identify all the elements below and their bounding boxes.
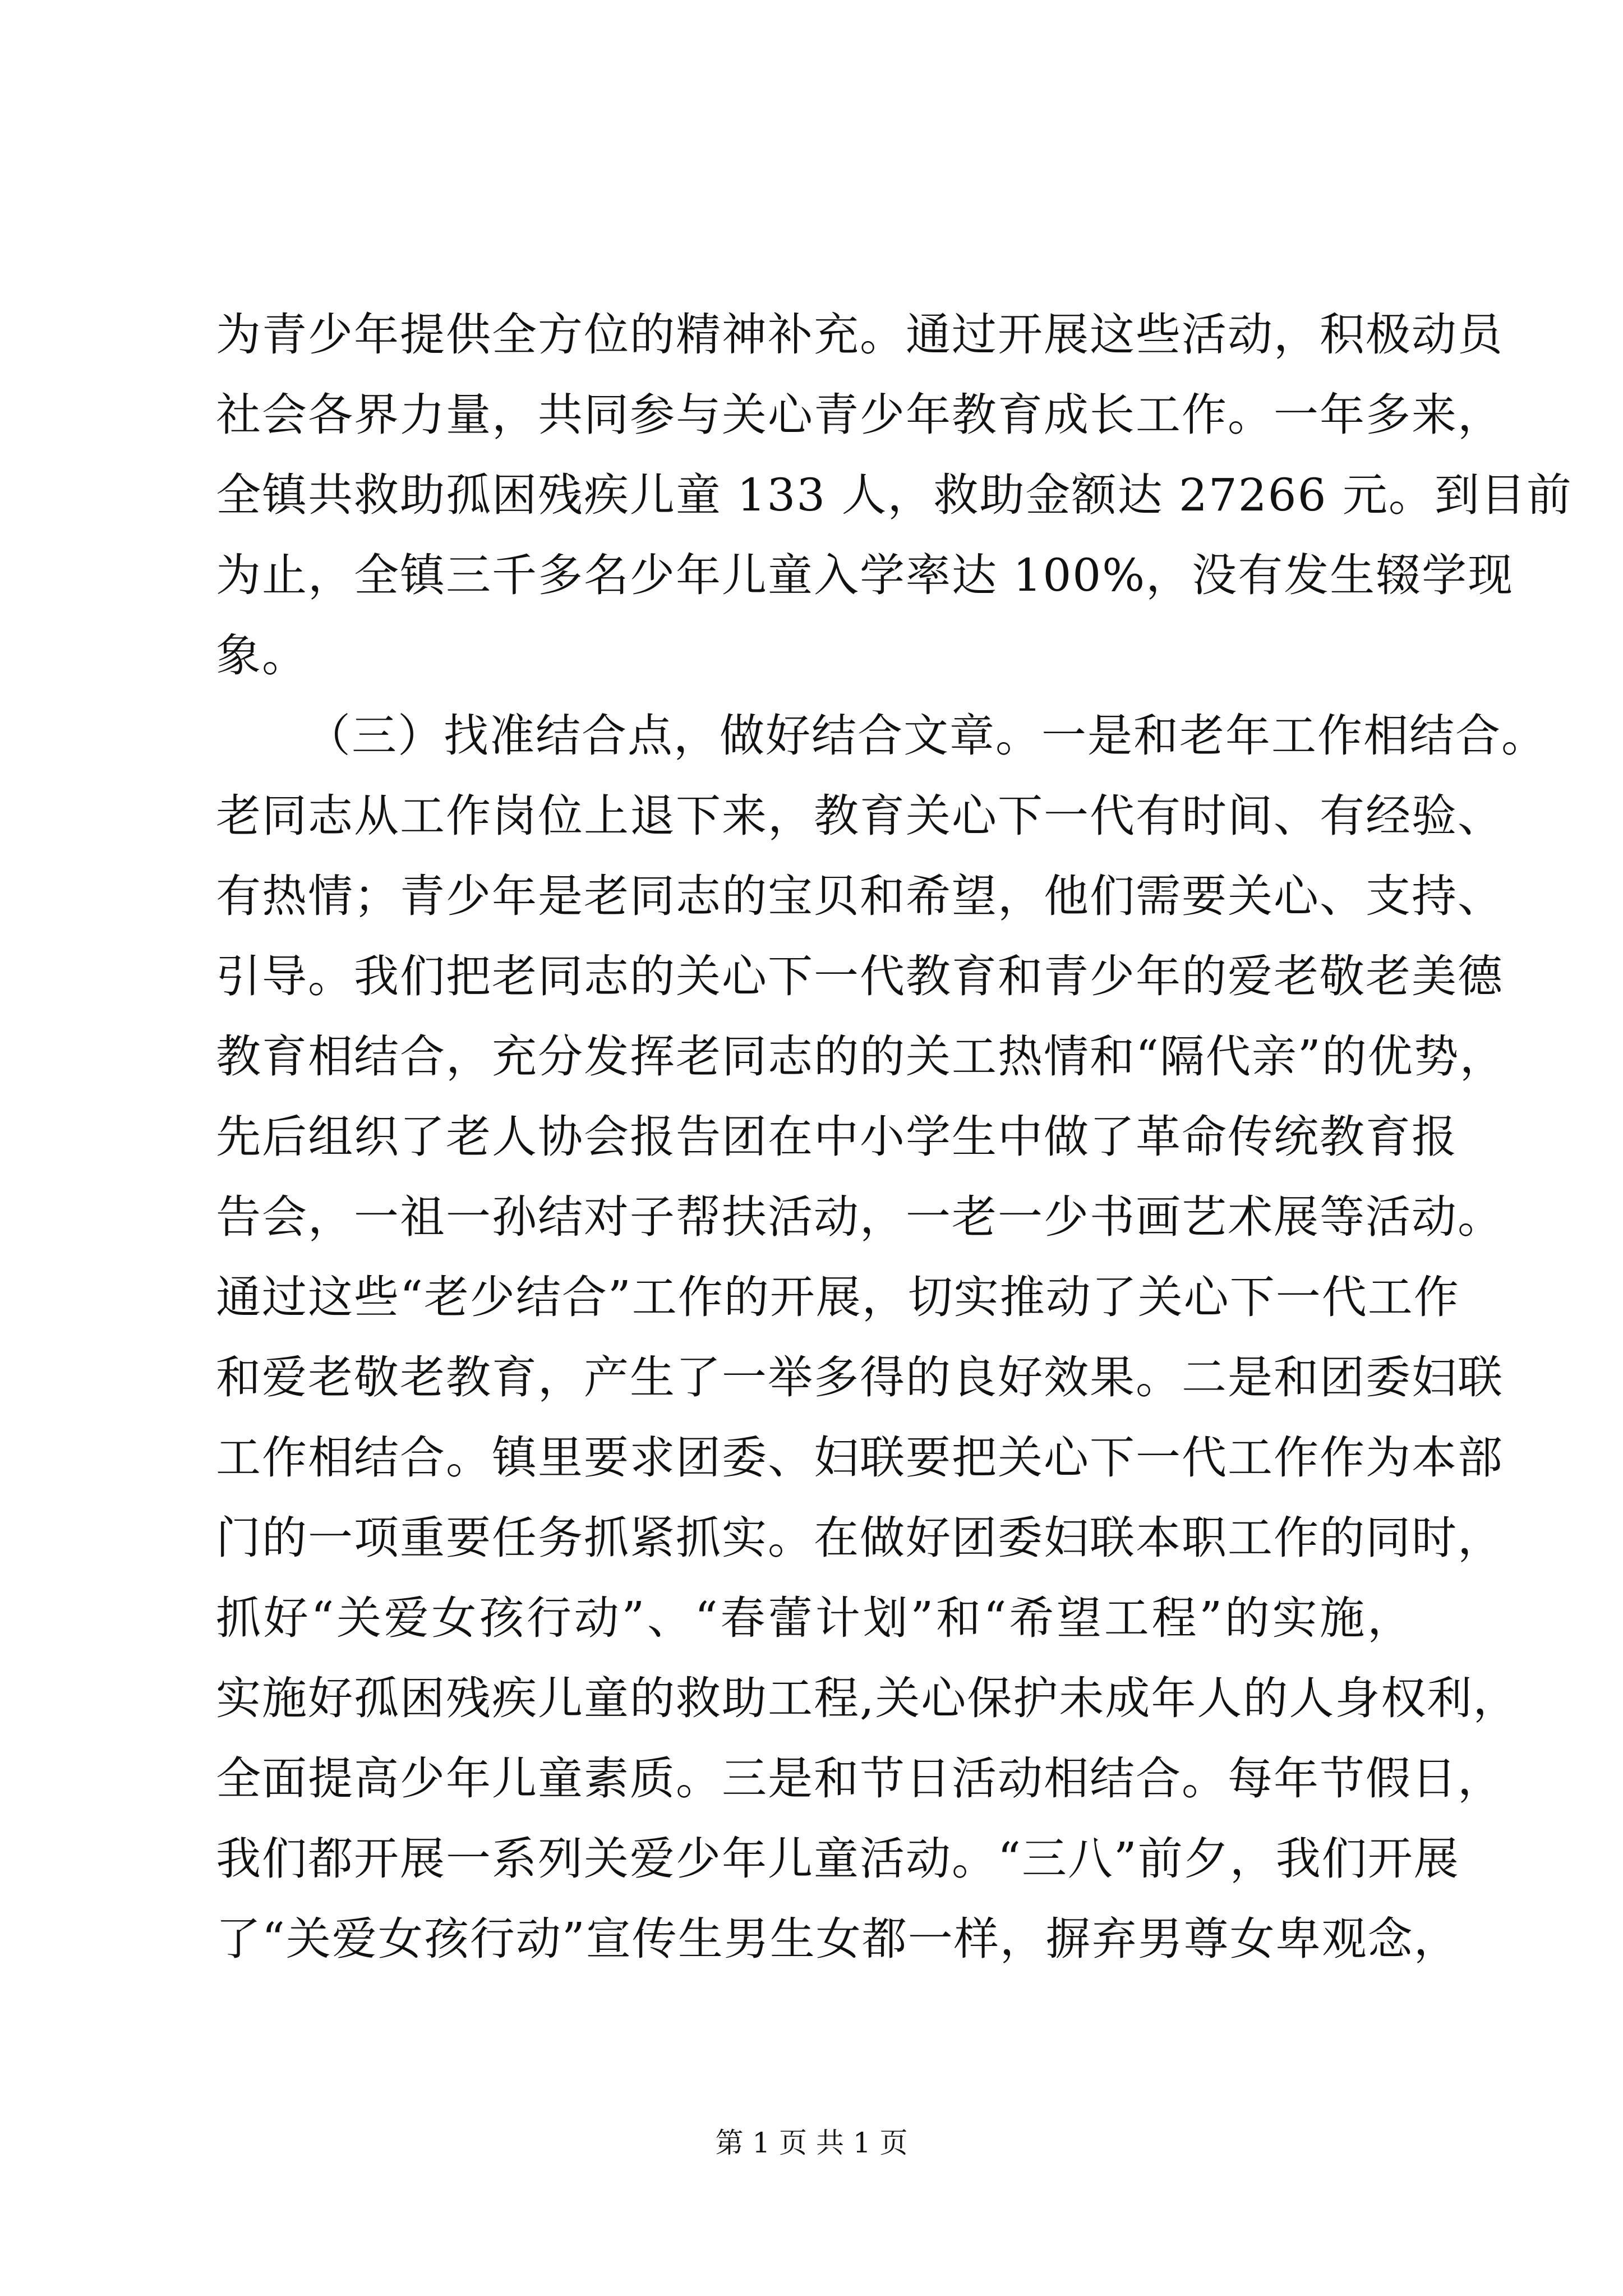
text-line: 和爱老敬老教育，产生了一举多得的良好效果。二是和团委妇联 bbox=[216, 1351, 1504, 1404]
text-line: 象。 bbox=[216, 629, 308, 682]
text-line: 全镇共救助孤困残疾儿童 133 人，救助金额达 27266 元。到目前 bbox=[216, 469, 1573, 521]
text-line: 为青少年提供全方位的精神补充。通过开展这些活动，积极动员 bbox=[216, 309, 1504, 361]
text-line: 了“关爱女孩行动”宣传生男生女都一样，摒弃男尊女卑观念， bbox=[216, 1913, 1460, 1965]
page-footer: 第 1 页 共 1 页 bbox=[715, 2127, 908, 2159]
text-line: 教育相结合，充分发挥老同志的的关工热情和“隔代亲”的优势， bbox=[216, 1030, 1506, 1083]
text-line: 社会各界力量，共同参与关心青少年教育成长工作。一年多来， bbox=[216, 389, 1504, 441]
text-line: 工作相结合。镇里要求团委、妇联要把关心下一代工作作为本部 bbox=[216, 1432, 1504, 1484]
text-line: 门的一项重要任务抓紧抓实。在做好团委妇联本职工作的同时， bbox=[216, 1512, 1504, 1564]
text-line: 引导。我们把老同志的关心下一代教育和青少年的爱老敬老美德 bbox=[216, 950, 1504, 1002]
text-line: 告会，一祖一孙结对子帮扶活动，一老一少书画艺术展等活动。 bbox=[216, 1191, 1504, 1243]
text-line: 先后组织了老人协会报告团在中小学生中做了革命传统教育报 bbox=[216, 1111, 1458, 1163]
text-line: 有热情；青少年是老同志的宝贝和希望，他们需要关心、支持、 bbox=[216, 870, 1504, 922]
text-line: 我们都开展一系列关爱少年儿童活动。“三八”前夕，我们开展 bbox=[216, 1833, 1460, 1885]
text-line: 抓好“关爱女孩行动”、“春蕾计划”和“希望工程”的实施， bbox=[216, 1592, 1413, 1644]
text-line: 为止，全镇三千多名少年儿童入学率达 100%，没有发生辍学现 bbox=[216, 549, 1514, 601]
text-line: 通过这些“老少结合”工作的开展，切实推动了关心下一代工作 bbox=[216, 1271, 1460, 1323]
text-line: 全面提高少年儿童素质。三是和节日活动相结合。每年节假日， bbox=[216, 1752, 1504, 1805]
body-text bbox=[216, 295, 1573, 1979]
text-line: 老同志从工作岗位上退下来，教育关心下一代有时间、有经验、 bbox=[216, 790, 1504, 842]
paragraph-first-line: （三）找准结合点，做好结合文章。一是和老年工作相结合。 bbox=[306, 710, 1547, 762]
text-line: 实施好孤困残疾儿童的救助工程,关心保护未成年人的人身权利， bbox=[216, 1672, 1519, 1724]
